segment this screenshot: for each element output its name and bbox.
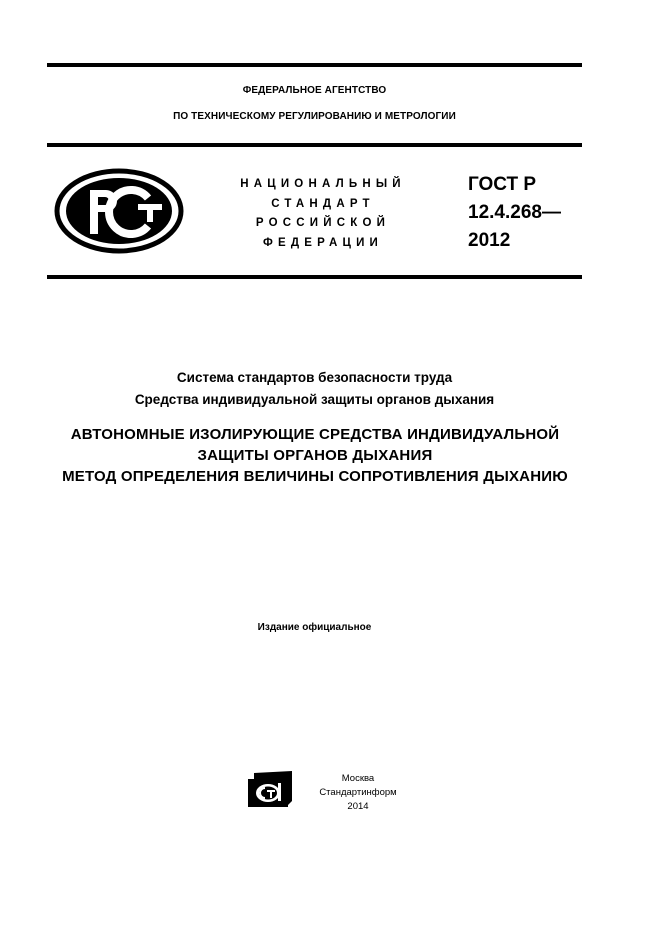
designation-line: ГОСТ Р: [468, 174, 537, 195]
publisher-info: [318, 772, 398, 814]
system-title-line1: Система стандартов безопасности труда: [176, 370, 453, 385]
publisher-name: Стандартинформ: [319, 787, 397, 798]
main-title-line2: ЗАЩИТЫ ОРГАНОВ ДЫХАНИЯ: [197, 447, 433, 464]
edition-label: Издание официальное: [257, 622, 372, 633]
rst-certification-mark-icon: [54, 168, 184, 254]
top-rule: [47, 63, 582, 67]
agency-name-line2: ПО ТЕХНИЧЕСКОМУ РЕГУЛИРОВАНИЮ И МЕТРОЛОГИИ: [173, 111, 456, 122]
standard-designation: [468, 171, 561, 255]
national-line: РОССИЙСКОЙ: [255, 217, 391, 229]
standartinform-logo-icon: [248, 771, 292, 807]
main-title-line3: МЕТОД ОПРЕДЕЛЕНИЯ ВЕЛИЧИНЫ СОПРОТИВЛЕНИЯ ДЫХАНИЮ: [62, 468, 568, 485]
system-title-line2: Средства индивидуальной защиты органов дыхания: [134, 392, 495, 407]
header-rule: [47, 143, 582, 147]
national-line: СТАНДАРТ: [271, 197, 375, 210]
national-line: НАЦИОНАЛЬНЫЙ: [240, 178, 406, 190]
publisher-year: 2014: [347, 801, 369, 812]
title-block-rule: [47, 275, 582, 279]
national-standard-label: [232, 175, 414, 253]
main-title-line1: АВТОНОМНЫЕ ИЗОЛИРУЮЩИЕ СРЕДСТВА ИНДИВИДУАЛЬНОЙ: [70, 426, 560, 443]
designation-line: 2012: [468, 230, 511, 251]
publisher-city: Москва: [341, 773, 375, 784]
agency-name-line1: ФЕДЕРАЛЬНОЕ АГЕНТСТВО: [242, 85, 387, 96]
designation-line: 12.4.268—: [468, 202, 561, 223]
national-line: ФЕДЕРАЦИИ: [262, 236, 384, 249]
